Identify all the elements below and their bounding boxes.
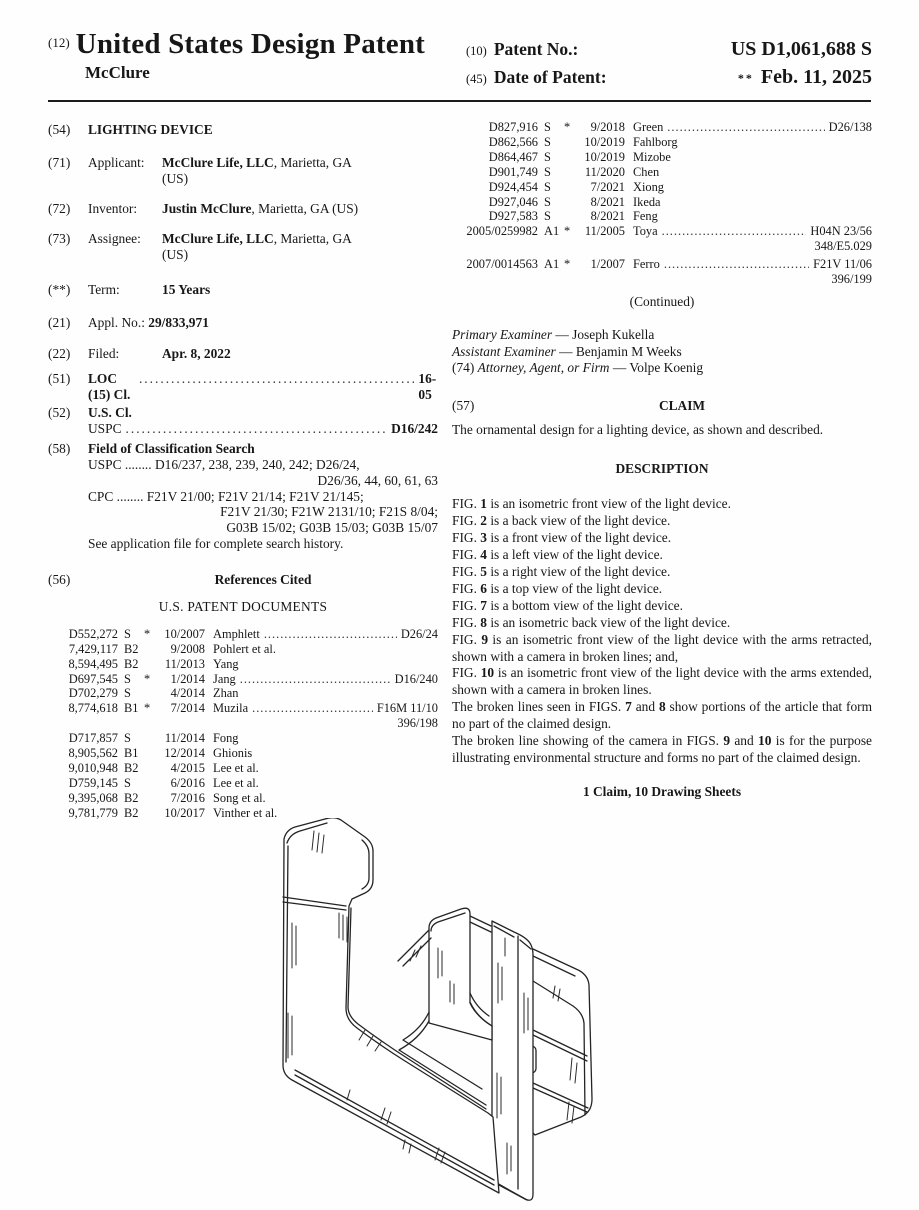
- examiners-block: [452, 327, 872, 377]
- text-line: FIG. 8 is an isometric back view of the light device.: [452, 614, 731, 630]
- text-line: (74) Attorney, Agent, or Firm — Volpe Koenig: [452, 360, 704, 376]
- us-patent-documents-heading: U.S. PATENT DOCUMENTS: [158, 598, 328, 614]
- reference-row: 8,905,562 B1 12/2014 Ghionis: [68, 746, 253, 761]
- right-column: [452, 112, 872, 800]
- classification-line: See application file for complete search history.: [88, 535, 344, 551]
- reference-row: 348/E5.029: [814, 239, 872, 254]
- references-table-right: [452, 120, 872, 287]
- text-line: FIG. 5 is a right view of the light device.: [452, 563, 671, 579]
- classification-line: D26/36, 44, 60, 61, 63: [317, 472, 438, 488]
- patent-no-value: US D1,061,688 S: [730, 38, 872, 60]
- references-cited-heading: (56) References Cited: [48, 571, 312, 587]
- classification-search-lines: [48, 457, 438, 552]
- field-applicant: (71) Applicant: McClure Life, LLC, Marietta, GA (US): [48, 155, 352, 186]
- reference-row: 8,594,495 B2 11/2013 Yang: [68, 656, 239, 671]
- text-line: FIG. 3 is a front view of the light device.: [452, 530, 672, 546]
- classification-line: USPC ........ D16/237, 238, 239, 240, 242; D26/24,: [88, 457, 360, 472]
- header-left: [48, 28, 448, 83]
- field-appl-no: (21) Appl. No.: 29/833,971: [48, 315, 209, 330]
- field-term: (**) Term: 15 Years: [48, 282, 211, 297]
- dot-leader: [662, 224, 807, 239]
- reference-row: D862,566 S 10/2019 Fahlborg: [488, 134, 678, 149]
- reference-row: 9,395,068 B2 7/2016 Song et al.: [68, 790, 266, 805]
- doc-kind-code: (12): [48, 35, 70, 50]
- reference-row: 396/198: [397, 716, 438, 731]
- continued-note: (Continued): [629, 293, 695, 309]
- reference-row: D702,279 S 4/2014 Zhan: [68, 686, 239, 701]
- left-column: [48, 112, 438, 821]
- reference-row: D697,545 S * 1/2014 Jang ..... D16/240: [48, 672, 438, 687]
- text-line: The broken line showing of the camera in FIGS. 9 and 10 is for the purpose illustrating environmental structure and forms no part of the claimed design.: [452, 733, 872, 765]
- dot-leader: [264, 627, 397, 642]
- reference-row: 9,781,779 B2 10/2017 Vinther et al.: [68, 805, 278, 820]
- description-block: [452, 496, 872, 767]
- claim-heading: CLAIM: [658, 397, 706, 413]
- reference-row: 2005/0259982 A1 * 11/2005 Toya ..... H04N 23/56: [452, 224, 872, 239]
- text-line: FIG. 4 is a left view of the light device.: [452, 547, 663, 563]
- term-extension-asterisks: **: [737, 71, 754, 85]
- reference-row: D827,916 S * 9/2018 Green ..... D26/138: [452, 120, 872, 135]
- inventor-surname: McClure: [85, 63, 150, 82]
- reference-row: 7,429,117 B2 9/2008 Pohlert et al.: [68, 641, 276, 656]
- reference-row: D864,467 S 10/2019 Mizobe: [488, 149, 671, 164]
- text-line: FIG. 10 is an isometric front view of the light device with the arms extended, shown with a camera in broken lines.: [452, 665, 872, 698]
- field-inventor: (72) Inventor: Justin McClure, Marietta, GA (US): [48, 201, 359, 216]
- date-label: Date of Patent:: [493, 67, 607, 87]
- text-line: Primary Examiner — Joseph Kukella: [452, 326, 655, 342]
- field-uspc: USPC ..... D16/242: [48, 421, 438, 437]
- dot-leader: [126, 421, 388, 437]
- reference-row: 2007/0014563 A1 * 1/2007 Ferro ..... F21V 11/06: [452, 257, 872, 272]
- dot-leader: [240, 672, 391, 687]
- field-assignee: (73) Assignee: McClure Life, LLC, Marietta, GA (US): [48, 231, 352, 262]
- patent-figure-drawing: [235, 818, 695, 1210]
- reference-row: D759,145 S 6/2016 Lee et al.: [68, 775, 259, 790]
- patent-no-label: Patent No.:: [493, 39, 579, 59]
- patent-number-row: [466, 36, 872, 64]
- reference-row: D927,583 S 8/2021 Feng: [488, 209, 658, 224]
- reference-row: D901,749 S 11/2020 Chen: [488, 164, 660, 179]
- patent-no-code: (10): [466, 44, 487, 58]
- header-divider: [48, 100, 871, 102]
- housing-outline: [531, 949, 592, 1135]
- date-code: (45): [466, 72, 487, 86]
- reference-row: D552,272 S * 10/2007 Amphlett ..... D26/24: [48, 627, 438, 642]
- field-us-class: (52) U.S. Cl.: [48, 405, 132, 420]
- invention-title: LIGHTING DEVICE: [88, 122, 213, 137]
- text-line: Assistant Examiner — Benjamin M Weeks: [452, 343, 682, 359]
- patent-date-row: [466, 64, 872, 92]
- reference-row: 8,774,618 B1 * 7/2014 Muzila ..... F16M 11/10: [48, 701, 438, 716]
- classification-line: CPC ........ F21V 21/00; F21V 21/14; F21V 21/145;: [88, 488, 364, 504]
- text-line: FIG. 2 is a back view of the light device.: [452, 513, 671, 529]
- dot-leader: [667, 120, 824, 135]
- header-right: [466, 36, 872, 92]
- reference-row: 9,010,948 B2 4/2015 Lee et al.: [68, 760, 259, 775]
- reference-row: D927,046 S 8/2021 Ikeda: [488, 194, 661, 209]
- claim-text: The ornamental design for a lighting device, as shown and described.: [452, 421, 824, 437]
- description-heading: DESCRIPTION: [615, 461, 709, 477]
- text-line: FIG. 1 is an isometric front view of the light device.: [452, 496, 731, 512]
- text-line: FIG. 7 is a bottom view of the light device.: [452, 597, 683, 613]
- date-value: ** Feb. 11, 2025: [737, 66, 872, 88]
- text-line: FIG. 6 is a top view of the light device.: [452, 580, 663, 596]
- field-filed: (22) Filed: Apr. 8, 2022: [48, 346, 231, 361]
- text-line: FIG. 9 is an isometric front view of the light device with the arms retracted, shown with a camera in broken lines; and,: [452, 631, 872, 664]
- dot-leader: [664, 257, 809, 272]
- classification-line: F21V 21/30; F21W 2131/10; F21S 8/04;: [220, 504, 438, 520]
- claims-sheets-note: 1 Claim, 10 Drawing Sheets: [582, 783, 742, 799]
- reference-row: D924,454 S 7/2021 Xiong: [488, 179, 664, 194]
- document-title: United States Design Patent: [75, 28, 426, 60]
- claim-heading-row: (57) CLAIM: [452, 398, 872, 414]
- field-loc-class: (51) LOC (15) Cl. ..... 16-05: [48, 371, 438, 403]
- references-table-left: [48, 627, 438, 821]
- reference-row: D717,857 S 11/2014 Fong: [68, 731, 239, 746]
- reference-row: 396/199: [831, 272, 872, 287]
- field-title: (54) LIGHTING DEVICE: [48, 122, 213, 137]
- text-line: The broken lines seen in FIGS. 7 and 8 show portions of the article that form no part of the claimed design.: [452, 699, 873, 732]
- field-classification-search: (58) Field of Classification Search: [48, 441, 255, 456]
- classification-line: G03B 15/02; G03B 15/03; G03B 15/07: [226, 520, 438, 536]
- dot-leader: [139, 371, 414, 387]
- dot-leader: [252, 701, 373, 716]
